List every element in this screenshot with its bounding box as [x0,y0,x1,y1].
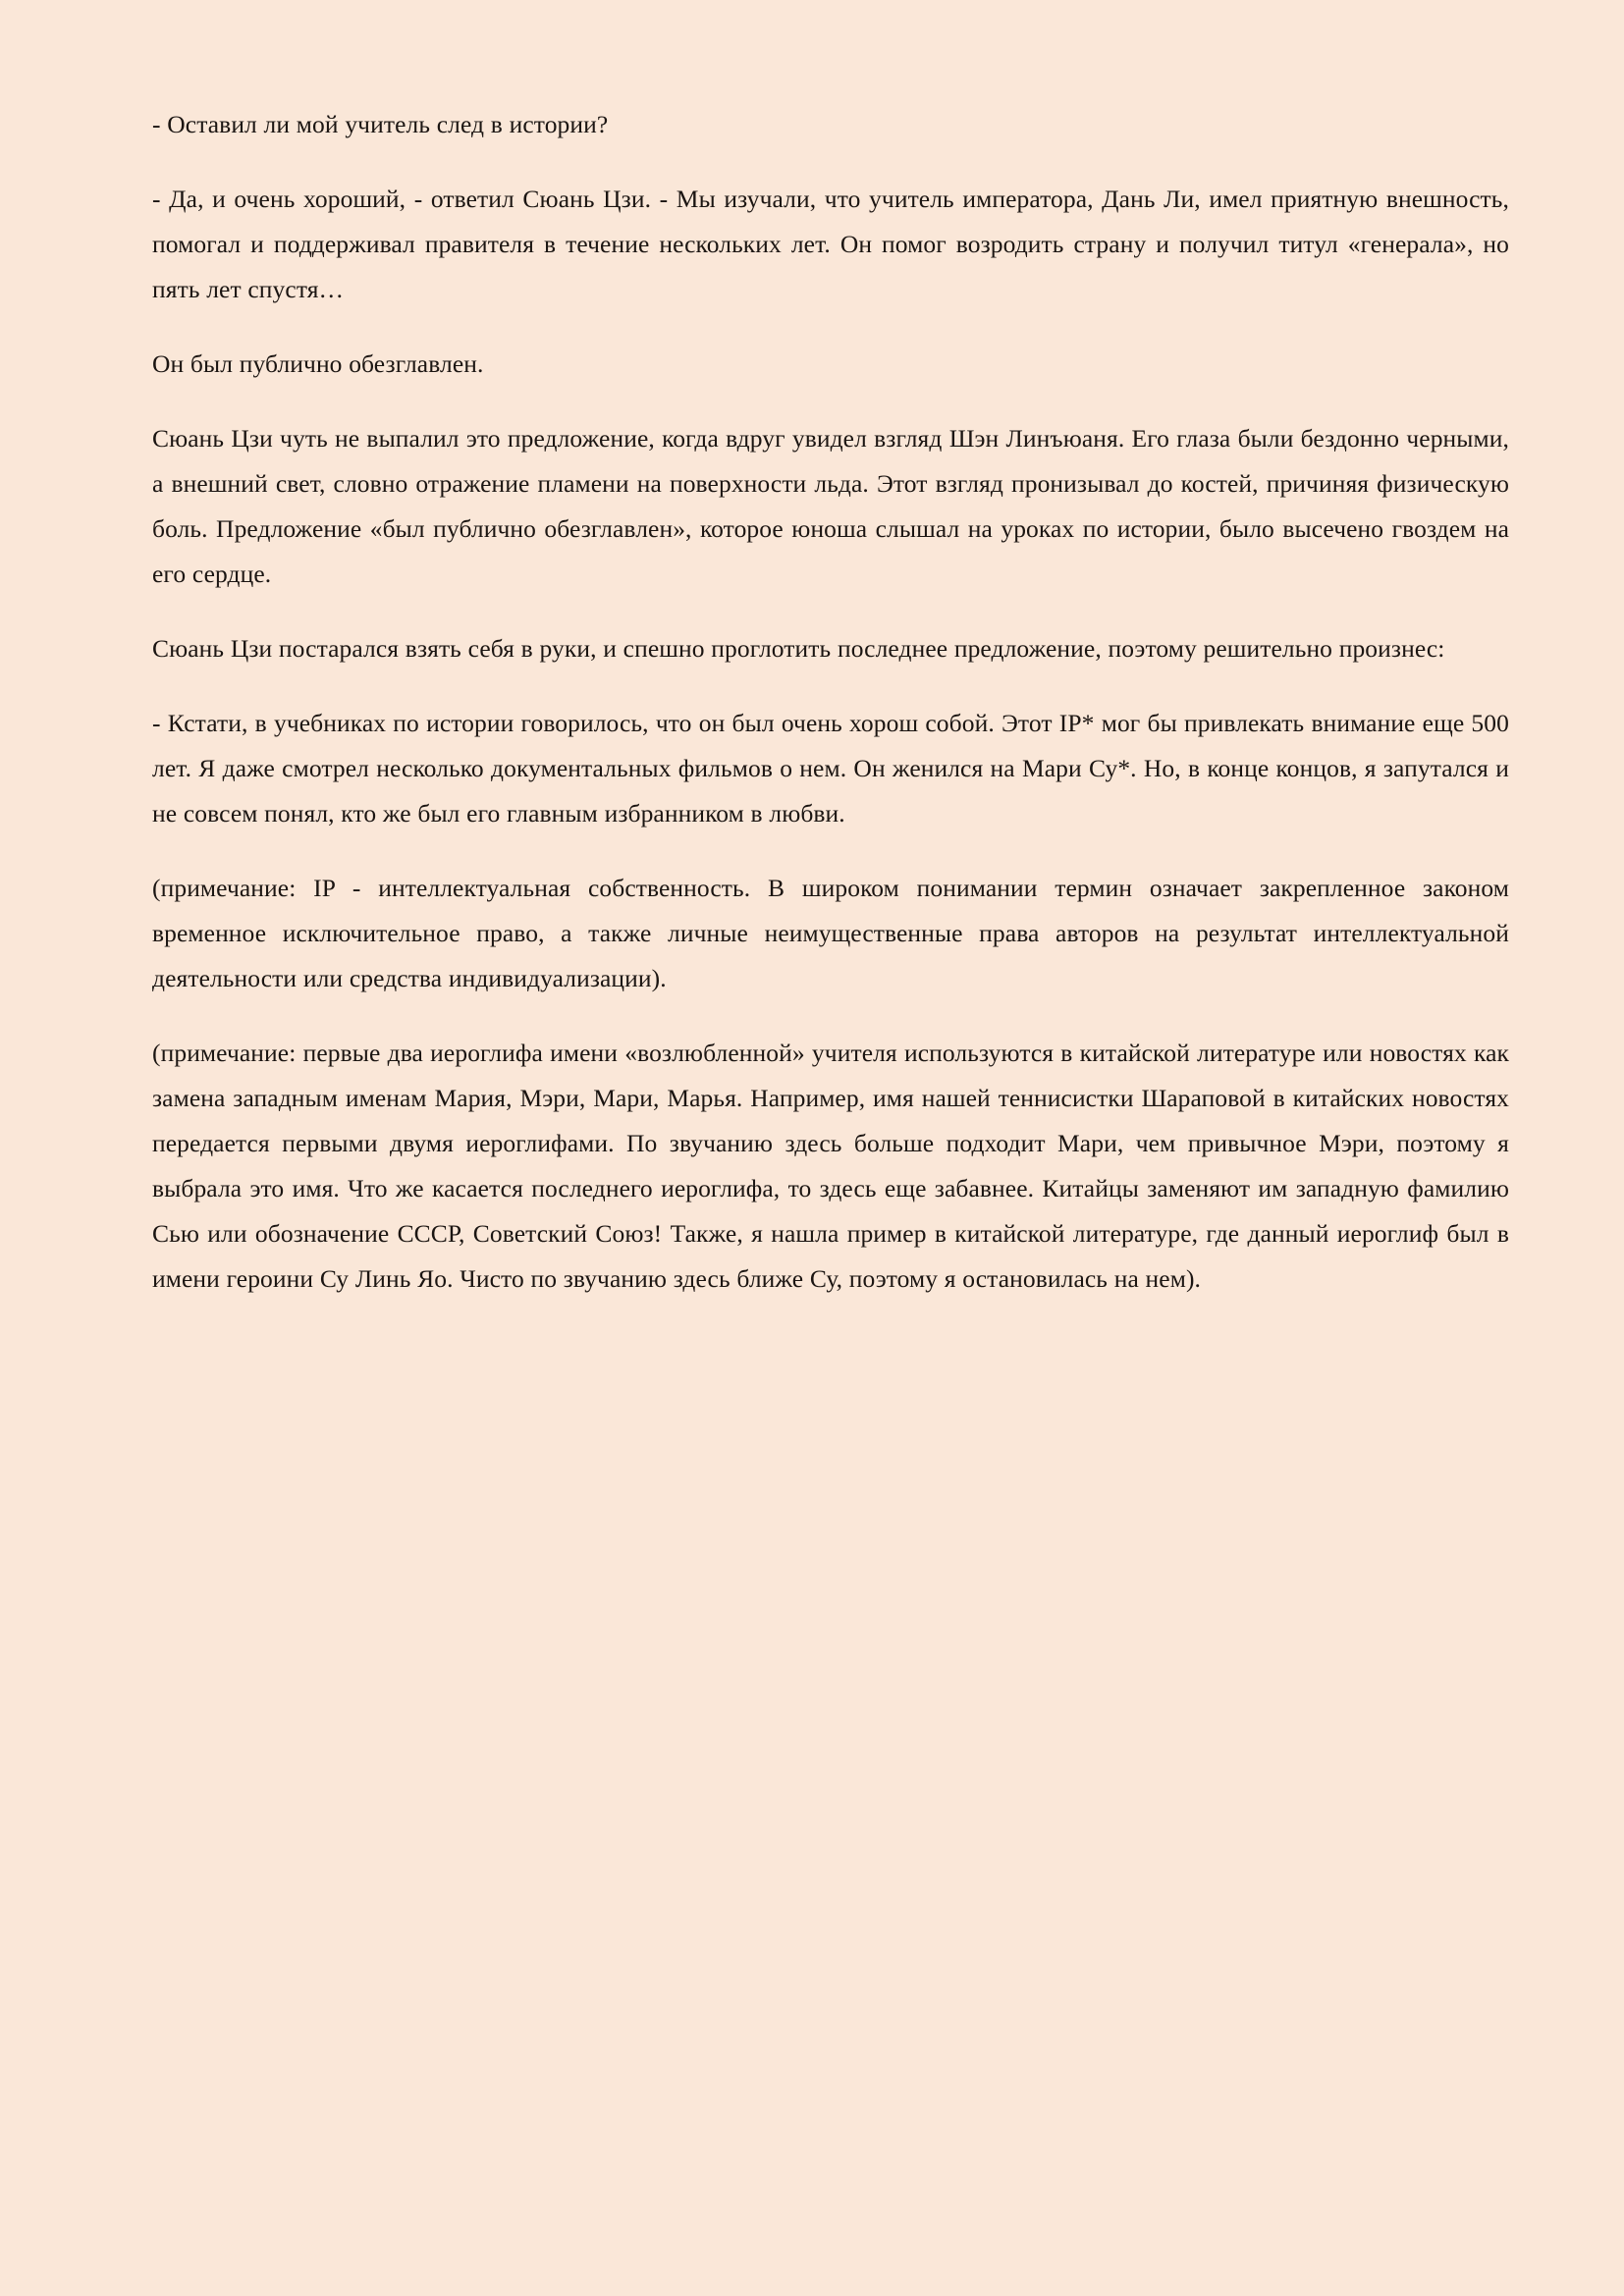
paragraph-8: (примечание: первые два иероглифа имени «возлюбленной» учителя используются в китайской литературе или новостях как замена западным именам Мария, Мэри, Мари, Марья. Например, имя нашей теннисистки Шараповой в китайских новостях передается первыми двумя иероглифами. По звучанию здесь больше подходит Мари, чем привычное Мэри, поэтому я выбрала это имя. Что же касается последнего иероглифа, то здесь еще забавнее. Китайцы заменяют им западную фамилию Сью или обозначение СССР, Советский Союз! Также, я нашла пример в китайской литературе, где данный иероглиф был в имени героини Су Линь Яо. Чисто по звучанию здесь ближе Су, поэтому я остановилась на нем). [152,1039,1509,1293]
paragraph-7: (примечание: IP - интеллектуальная собственность. В широком понимании термин означает закрепленное законом временное исключительное право, а также личные неимущественные права авторов на результат интеллектуальной деятельности или средства индивидуализации). [152,874,1509,992]
paragraph-1: - Оставил ли мой учитель след в истории? [152,110,609,138]
document-text-body [152,102,1509,1302]
paragraph-6: - Кстати, в учебниках по истории говорилось, что он был очень хорош собой. Этот IP* мог бы привлекать внимание еще 500 лет. Я даже смотрел несколько документальных фильмов о нем. Он женился на Мари Су*. Но, в конце концов, я запутался и не совсем понял, кто же был его главным избранником в любви. [152,709,1509,828]
paragraph-3: Он был публично обезглавлен. [152,349,484,378]
paragraph-2: - Да, и очень хороший, - ответил Сюань Цзи. - Мы изучали, что учитель императора, Дань Ли, имел приятную внешность, помогал и поддерживал правителя в течение нескольких лет. Он помог возродить страну и получил титул «генерала», но пять лет спустя… [152,185,1509,303]
paragraph-5: Сюань Цзи постарался взять себя в руки, и спешно проглотить последнее предложение, поэтому решительно произнес: [152,634,1445,663]
paragraph-4: Сюань Цзи чуть не выпалил это предложение, когда вдруг увидел взгляд Шэн Линъюаня. Его глаза были бездонно черными, а внешний свет, словно отражение пламени на поверхности льда. Этот взгляд пронизывал до костей, причиняя физическую боль. Предложение «был публично обезглавлен», которое юноша слышал на уроках по истории, было высечено гвоздем на его сердце. [152,424,1509,588]
